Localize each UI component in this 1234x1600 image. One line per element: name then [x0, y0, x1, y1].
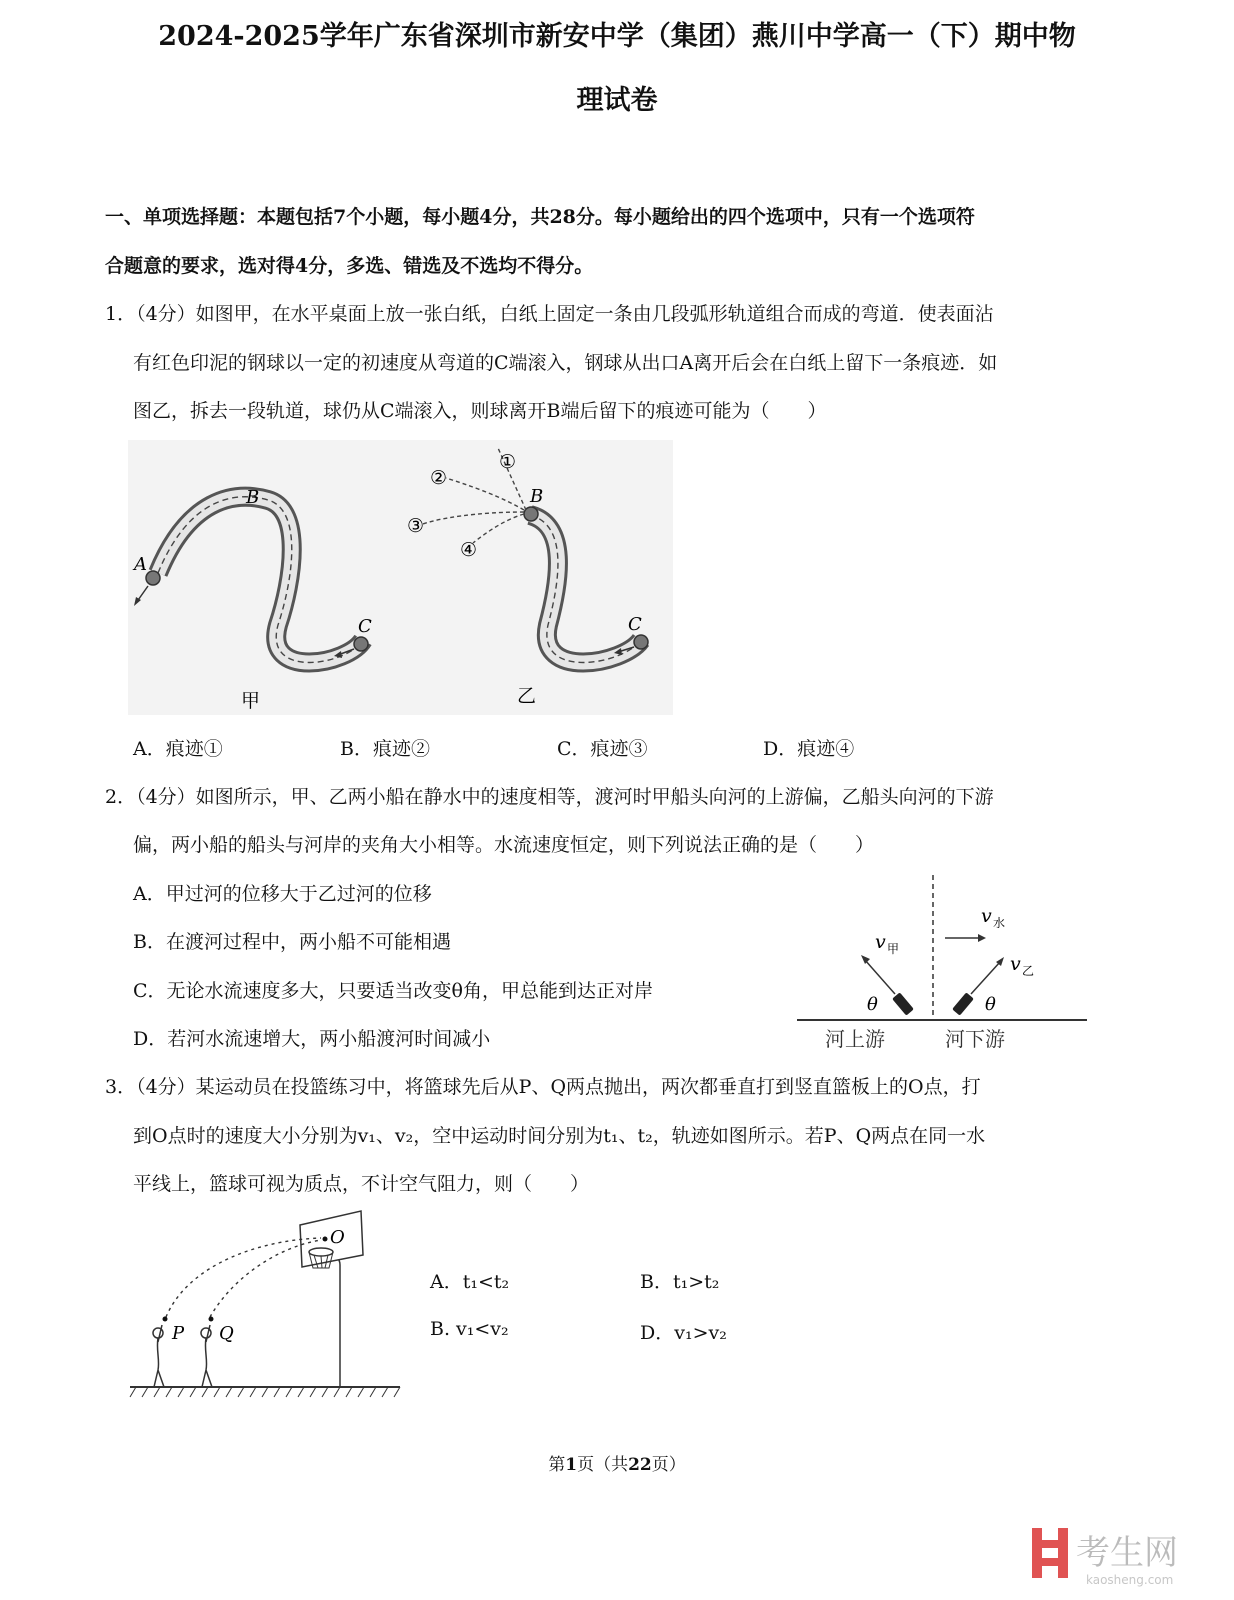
label-q: Q — [219, 1323, 234, 1344]
v-water-sub: 水 — [993, 916, 1006, 930]
upstream-label: 河上游 — [825, 1027, 885, 1051]
footer-page: 1 — [565, 1455, 578, 1475]
caption-yi: 乙 — [517, 685, 537, 707]
q2-option-c: C．无论水流速度多大，只要适当改变θ角，甲总能到达正对岸 — [133, 980, 653, 1002]
q2-option-d: D．若河水流速增大，两小船渡河时间减小 — [133, 1028, 491, 1050]
player-p-icon — [153, 1325, 164, 1387]
footer-total: 22 — [628, 1455, 652, 1475]
theta-left: θ — [867, 994, 878, 1015]
q2-option-a: A．甲过河的位移大于乙过河的位移 — [133, 883, 432, 905]
page-title-line2: 理试卷 — [576, 85, 658, 116]
v-jia-sub: 甲 — [887, 942, 900, 956]
section-heading-line1: 一、单项选择题：本题包括7个小题，每小题4分，共28分。每小题给出的四个选项中，只有一个选项符 — [105, 206, 975, 228]
v-jia-label: v — [875, 931, 886, 953]
label-o: O — [330, 1227, 345, 1248]
watermark-text: 考生网 — [1076, 1533, 1178, 1573]
label-c-right: C — [628, 614, 642, 635]
q1-option-b: B．痕迹② — [340, 738, 430, 760]
ground-hatching — [130, 1387, 400, 1397]
trace-1-label: ① — [499, 451, 517, 473]
point-o-icon — [323, 1237, 328, 1242]
v-jia-arrow — [865, 960, 895, 994]
player-q-icon — [201, 1325, 212, 1387]
downstream-label: 河下游 — [945, 1027, 1005, 1051]
section-heading-line2: 合题意的要求，选对得4分，多选、错选及不选均不得分。 — [105, 255, 594, 277]
footer-post: 页） — [651, 1455, 686, 1475]
watermark-logo — [1028, 1520, 1228, 1592]
q2-option-b: B．在渡河过程中，两小船不可能相遇 — [133, 931, 451, 953]
label-b-right: B — [530, 486, 544, 507]
q3-option-c: B. v₁<v₂ — [430, 1318, 509, 1340]
v-yi-sub: 乙 — [1022, 964, 1035, 978]
page-title-line1: 2024-2025学年广东省深圳市新安中学（集团）燕川中学高一（下）期中物 — [158, 21, 1076, 52]
q3-option-b: B．t₁>t₂ — [640, 1271, 720, 1293]
q2-text-line2: 偏，两小船的船头与河岸的夹角大小相等。水流速度恒定，则下列说法正确的是（ ） — [133, 834, 875, 856]
footer-pre: 第 — [548, 1455, 566, 1475]
q3-text-line2: 到O点时的速度大小分别为v₁、v₂，空中运动时间分别为t₁、t₂，轨迹如图所示。若P、Q两点在同一水 — [133, 1125, 986, 1147]
q1-option-d: D．痕迹④ — [763, 738, 855, 760]
q1-option-c: C．痕迹③ — [557, 738, 648, 760]
q3-option-d: D．v₁>v₂ — [640, 1322, 727, 1344]
theta-right: θ — [985, 994, 996, 1015]
footer-mid: 页（共 — [577, 1455, 629, 1475]
q2-text-line1: 2．（4分）如图所示，甲、乙两小船在静水中的速度相等，渡河时甲船头向河的上游偏，乙船头向河的下游 — [105, 786, 994, 808]
ball-c-icon — [354, 637, 368, 651]
trace-4-label: ④ — [460, 539, 478, 561]
watermark-url: kaosheng.com — [1086, 1573, 1174, 1587]
trace-2-label: ② — [430, 467, 448, 489]
v-yi-label: v — [1010, 953, 1021, 975]
trajectory-p — [166, 1238, 321, 1317]
label-p: P — [172, 1323, 185, 1344]
page-footer — [0, 1450, 1234, 1475]
q1-text-line1: 1．（4分）如图甲，在水平桌面上放一张白纸，白纸上固定一条由几段弧形轨道组合而成的弯道．使表面沾 — [105, 303, 994, 325]
watermark-logo-icon — [1032, 1528, 1068, 1578]
q2-figure — [795, 870, 1090, 1060]
ball-a-icon — [146, 571, 160, 585]
v-water-label: v — [981, 905, 992, 927]
caption-jia: 甲 — [241, 690, 261, 712]
v-yi-arrow — [971, 962, 1000, 994]
trace-3-label: ③ — [407, 515, 425, 537]
label-a: A — [134, 554, 147, 575]
q3-option-a: A．t₁<t₂ — [430, 1271, 510, 1293]
boat-yi-icon — [952, 992, 974, 1015]
ball-q-icon — [209, 1317, 214, 1322]
label-b-left: B — [246, 487, 260, 508]
q1-text-line2: 有红色印泥的钢球以一定的初速度从弯道的C端滚入，钢球从出口A离开后会在白纸上留下一条痕迹．如 — [133, 352, 998, 374]
q1-text-line3: 图乙，拆去一段轨道，球仍从C端滚入，则球离开B端后留下的痕迹可能为（ ） — [133, 400, 827, 422]
label-c-left: C — [358, 616, 372, 637]
hoop-pole — [313, 1248, 340, 1387]
q3-text-line3: 平线上，篮球可视为质点，不计空气阻力，则（ ） — [133, 1173, 590, 1195]
boat-jia-icon — [892, 992, 914, 1015]
q3-text-line1: 3．（4分）某运动员在投篮练习中，将篮球先后从P、Q两点抛出，两次都垂直打到竖直篮板上的O点，打 — [105, 1076, 981, 1098]
ball-p-icon — [163, 1317, 168, 1322]
ball-c-right-icon — [634, 635, 648, 649]
q1-figure — [128, 440, 673, 715]
q1-option-a: A．痕迹① — [133, 738, 223, 760]
q3-figure — [128, 1205, 408, 1405]
